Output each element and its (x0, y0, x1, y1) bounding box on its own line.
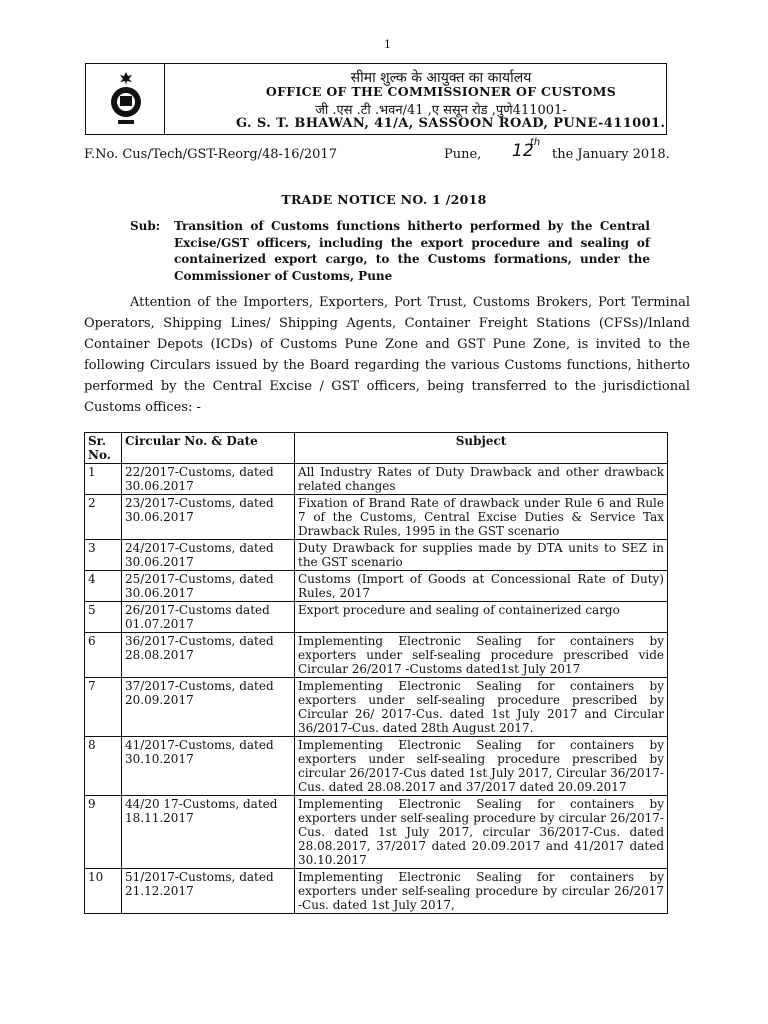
table-row (85, 602, 668, 633)
page-number: 1 (384, 38, 391, 51)
letterhead-divider (164, 64, 165, 134)
office-address: G. S. T. BHAWAN, 41/A, SASSOON ROAD, PUNE-411001. (236, 116, 666, 131)
intro-text: Attention of the Importers, Exporters, Port Trust, Customs Brokers, Port Terminal Operators, Shipping Lines/ Shipping Agents, Container Freight Stations (CFSs)/Inland Container Depots (ICDs) of Customs Pune Zone and GST Pune Zone, is invited to the following Circulars issued by the Board regarding the various Customs functions, hitherto performed by the Central Excise / GST officers, being transferred to the jurisdictional Customs offices: - (84, 295, 690, 415)
table-row (85, 737, 668, 796)
table-row (85, 678, 668, 737)
header-circular: Circular No. & Date (122, 433, 295, 464)
row-sr: 5 (85, 602, 122, 633)
header-sr-no: Sr. No. (85, 433, 122, 464)
row-sr: 4 (85, 571, 122, 602)
row-circular: 36/2017-Customs, dated 28.08.2017 (122, 633, 295, 678)
row-subject: Implementing Electronic Sealing for containers by exporters under self-sealing procedure prescribed vide Circular 26/2017 -Customs dated1st July 2017 (295, 633, 668, 678)
row-circular: 26/2017-Customs dated 01.07.2017 (122, 602, 295, 633)
row-sr: 10 (85, 869, 122, 914)
office-name: OFFICE OF THE COMMISSIONER OF CUSTOMS (265, 84, 617, 99)
row-circular: 44/20 17-Customs, dated 18.11.2017 (122, 796, 295, 869)
row-subject: Implementing Electronic Sealing for containers by exporters under self-sealing procedure by circular 26/2017-Cus. dated 1st July 2017, circular 36/2017-Cus. dated 28.08.2017, 37/2017 dated 20.09.2017 and 41/2017 dated 30.10.2017 (295, 796, 668, 869)
row-sr: 9 (85, 796, 122, 869)
subject-block (130, 218, 650, 284)
row-subject: Implementing Electronic Sealing for containers by exporters under self-sealing procedure prescribed by Circular 26/ 2017-Cus. dated 1st July 2017 and Circular 36/2017-Cus. dated 28th August 2017. (295, 678, 668, 737)
row-sr: 2 (85, 495, 122, 540)
subject-text: Transition of Customs functions hitherto performed by the Central Excise/GST officers, including the export procedure and sealing of containerized export cargo, to the Customs formations, under the Commissioner of Customs, Pune (174, 219, 650, 283)
row-subject: Duty Drawback for supplies made by DTA units to SEZ in the GST scenario (295, 540, 668, 571)
national-emblem-icon (108, 70, 144, 128)
circulars-table (84, 432, 668, 914)
row-circular: 25/2017-Customs, dated 30.06.2017 (122, 571, 295, 602)
table-row (85, 633, 668, 678)
row-sr: 3 (85, 540, 122, 571)
row-subject: Customs (Import of Goods at Concessional Rate of Duty) Rules, 2017 (295, 571, 668, 602)
table-row (85, 571, 668, 602)
row-circular: 41/2017-Customs, dated 30.10.2017 (122, 737, 295, 796)
row-sr: 8 (85, 737, 122, 796)
trade-notice-title: TRADE NOTICE NO. 1 /2018 (281, 192, 487, 207)
row-circular: 22/2017-Customs, dated 30.06.2017 (122, 464, 295, 495)
row-sr: 7 (85, 678, 122, 737)
date-month-year: the January 2018. (552, 147, 670, 162)
office-name-hindi: सीमा शुल्क के आयुक्त का कार्यालय (350, 70, 532, 86)
subject-label: Sub: (130, 219, 161, 233)
letterhead (85, 63, 667, 135)
table-row (85, 464, 668, 495)
address-hindi: जी .एस .टी .भवन/41 ,ए ससून रोड ,पुणे411001- (315, 103, 567, 118)
date-place: Pune, (444, 147, 482, 162)
date-day-handwritten: 12 (512, 141, 534, 161)
table-row (85, 869, 668, 914)
table-row (85, 540, 668, 571)
row-sr: 1 (85, 464, 122, 495)
intro-paragraph (84, 292, 690, 418)
row-circular: 23/2017-Customs, dated 30.06.2017 (122, 495, 295, 540)
row-subject: Export procedure and sealing of containerized cargo (295, 602, 668, 633)
row-circular: 24/2017-Customs, dated 30.06.2017 (122, 540, 295, 571)
row-circular: 37/2017-Customs, dated 20.09.2017 (122, 678, 295, 737)
table-header-row (85, 433, 668, 464)
date-day-suffix: th (530, 137, 541, 148)
table-row (85, 796, 668, 869)
row-subject: Implementing Electronic Sealing for containers by exporters under self-sealing procedure prescribed by circular 26/2017-Cus dated 1st July 2017, Circular 36/2017-Cus. dated 28.08.2017 and 37/2017 dated 20.09.2017 (295, 737, 668, 796)
row-sr: 6 (85, 633, 122, 678)
table-row (85, 495, 668, 540)
row-circular: 51/2017-Customs, dated 21.12.2017 (122, 869, 295, 914)
header-subject: Subject (295, 433, 668, 464)
row-subject: Fixation of Brand Rate of drawback under Rule 6 and Rule 7 of the Customs, Central Excise Duties & Service Tax Drawback Rules, 1995 in the GST scenario (295, 495, 668, 540)
row-subject: All Industry Rates of Duty Drawback and other drawback related changes (295, 464, 668, 495)
file-number: F.No. Cus/Tech/GST-Reorg/48-16/2017 (84, 147, 337, 162)
row-subject: Implementing Electronic Sealing for containers by exporters under self-sealing procedure by circular 26/2017 -Cus. dated 1st July 2017, (295, 869, 668, 914)
